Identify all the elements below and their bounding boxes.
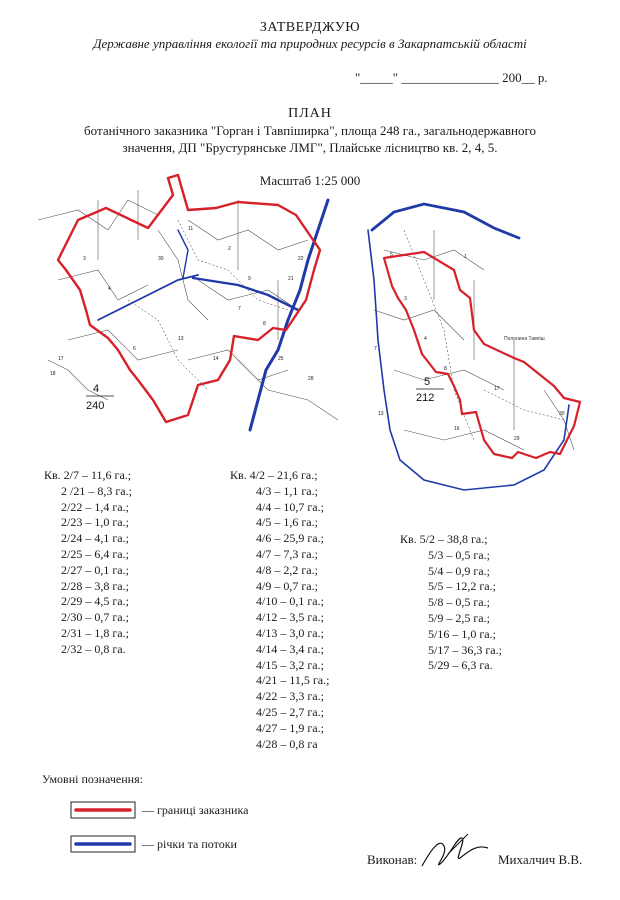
svg-text:3: 3 (83, 256, 86, 262)
performer-name: Михалчич В.В. (498, 852, 583, 867)
plan-description-line-2: значення, ДП "Брустурянське ЛМГ", Плайське лісництво кв. 2, 4, 5. (122, 140, 498, 155)
map-right-place-name: Полонина Тавпіш (504, 336, 545, 342)
map-scale: Масштаб 1:25 000 (259, 173, 361, 188)
signature-scribble (418, 828, 498, 874)
kv4-area-list (230, 468, 329, 752)
kv4-row: 4/8 – 2,2 га.; (256, 562, 318, 577)
svg-text:13: 13 (378, 411, 384, 417)
svg-text:16: 16 (454, 426, 460, 432)
legend-item-rivers (70, 834, 310, 856)
approval-date-line: "_____" _______________ 200__ р. (355, 70, 548, 85)
kv4-row: 4/21 – 11,5 га.; (256, 673, 330, 688)
kv4-row: 4/28 – 0,8 га (256, 736, 318, 751)
map-right-block-area: 212 (416, 392, 435, 404)
kv2-row: 2/31 – 1,8 га.; (61, 625, 129, 640)
kv5-row: 5/4 – 0,9 га.; (428, 563, 490, 578)
map-right-dashed-paths (404, 230, 564, 440)
map-right-boundary (384, 252, 580, 458)
legend-river-label: — річки та потоки (142, 837, 237, 851)
svg-text:17: 17 (494, 386, 500, 392)
svg-text:28: 28 (308, 376, 314, 382)
legend-item-boundary (70, 800, 310, 822)
map-left-block-area: 240 (86, 400, 105, 412)
legend-boundary-label: — границі заказника (142, 803, 249, 817)
legend-river-swatch (70, 834, 136, 854)
kv2-row: 2/30 – 0,7 га.; (61, 610, 129, 625)
kv5-row: 5/3 – 0,5 га.; (428, 547, 490, 562)
svg-text:18: 18 (50, 371, 56, 377)
kv4-row: 4/10 – 0,1 га.; (256, 594, 324, 609)
svg-text:30: 30 (158, 256, 164, 262)
kv2-row: 2/32 – 0,8 га. (61, 641, 126, 656)
kv2-row: 2/22 – 1,4 га.; (61, 499, 129, 514)
kv5-row: 5/9 – 2,5 га.; (428, 610, 490, 625)
svg-text:22: 22 (298, 256, 304, 262)
map-left-dashed-paths (128, 220, 288, 390)
map-left-rivers (98, 200, 328, 430)
kv2-row: 2/28 – 3,8 га.; (61, 578, 129, 593)
kv2-row: 2/24 – 4,1 га.; (61, 531, 129, 546)
plan-description (20, 122, 600, 156)
kv5-row: 5/16 – 1,0 га.; (428, 626, 496, 641)
kv4-row: 4/4 – 10,7 га.; (256, 499, 324, 514)
plan-description-line-1: ботанічного заказника "Горган і Тавпіширка", площа 248 га., загальнодержавного (84, 123, 536, 138)
svg-text:8: 8 (444, 366, 447, 372)
kv5-row: 5/5 – 12,2 га.; (428, 579, 496, 594)
kv4-row: 4/12 – 3,5 га.; (256, 610, 324, 625)
svg-text:14: 14 (213, 356, 219, 362)
kv4-row: 4/22 – 3,3 га.; (256, 689, 324, 704)
kv4-row: 4/13 – 3,0 га.; (256, 625, 324, 640)
svg-text:1: 1 (464, 254, 467, 260)
kv2-row: 2/23 – 1,0 га.; (61, 515, 129, 530)
legend-boundary-swatch (70, 800, 136, 820)
kv5-row: 5/8 – 0,5 га.; (428, 595, 490, 610)
svg-text:4: 4 (108, 286, 111, 292)
kv5-row: 5/29 – 6,3 га. (428, 658, 493, 673)
map-left (38, 160, 346, 440)
svg-text:7: 7 (238, 306, 241, 312)
svg-text:17: 17 (58, 356, 64, 362)
svg-text:5: 5 (390, 252, 393, 258)
kv4-row: 4/5 – 1,6 га.; (256, 515, 318, 530)
svg-text:11: 11 (188, 226, 194, 232)
map-left-block-label: 4 (93, 383, 100, 395)
kv2-row: 2/25 – 6,4 га.; (61, 546, 129, 561)
map-right (364, 190, 594, 510)
svg-text:9: 9 (248, 276, 251, 282)
svg-text:21: 21 (288, 276, 294, 282)
svg-text:13: 13 (178, 336, 184, 342)
kv4-row: 4/7 – 7,3 га.; (256, 546, 318, 561)
map-right-block-label: 5 (424, 376, 431, 388)
svg-text:25: 25 (278, 356, 284, 362)
map-right-rivers (368, 204, 569, 490)
kv4-row: 4/9 – 0,7 га.; (256, 578, 318, 593)
kv2-row: 2/27 – 0,1 га.; (61, 562, 129, 577)
kv4-row: Кв. 4/2 – 21,6 га.; (230, 468, 318, 482)
svg-text:3: 3 (404, 296, 407, 302)
plan-title: ПЛАН (288, 106, 332, 121)
kv4-row: 4/25 – 2,7 га.; (256, 704, 324, 719)
approval-organization: Державне управління екології та природних ресурсів в Закарпатській області (93, 36, 527, 51)
svg-text:6: 6 (133, 346, 136, 352)
svg-text:7: 7 (374, 346, 377, 352)
kv2-row: Кв. 2/7 – 11,6 га.; (44, 468, 132, 482)
kv2-row: 2 /21 – 8,3 га.; (61, 483, 132, 498)
kv4-row: 4/14 – 3,4 га.; (256, 641, 324, 656)
legend-title: Умовні позначення: (42, 772, 143, 786)
kv4-row: 4/3 – 1,1 га.; (256, 483, 318, 498)
svg-text:2: 2 (228, 246, 231, 252)
svg-text:29: 29 (514, 436, 520, 442)
kv4-row: 4/6 – 25,9 га.; (256, 531, 324, 546)
performer-label: Виконав: (367, 852, 418, 867)
kv4-row: 4/27 – 1,9 га.; (256, 720, 324, 735)
svg-text:4: 4 (424, 336, 427, 342)
kv5-row: Кв. 5/2 – 38,8 га.; (400, 532, 488, 546)
kv2-row: 2/29 – 4,5 га.; (61, 594, 129, 609)
kv2-area-list (44, 468, 132, 658)
svg-text:30: 30 (559, 411, 565, 417)
kv5-row: 5/17 – 36,3 га.; (428, 642, 502, 657)
kv5-area-list (400, 532, 502, 674)
kv4-row: 4/15 – 3,2 га.; (256, 657, 324, 672)
approval-title: ЗАТВЕРДЖУЮ (259, 20, 361, 35)
svg-text:8: 8 (263, 321, 266, 327)
